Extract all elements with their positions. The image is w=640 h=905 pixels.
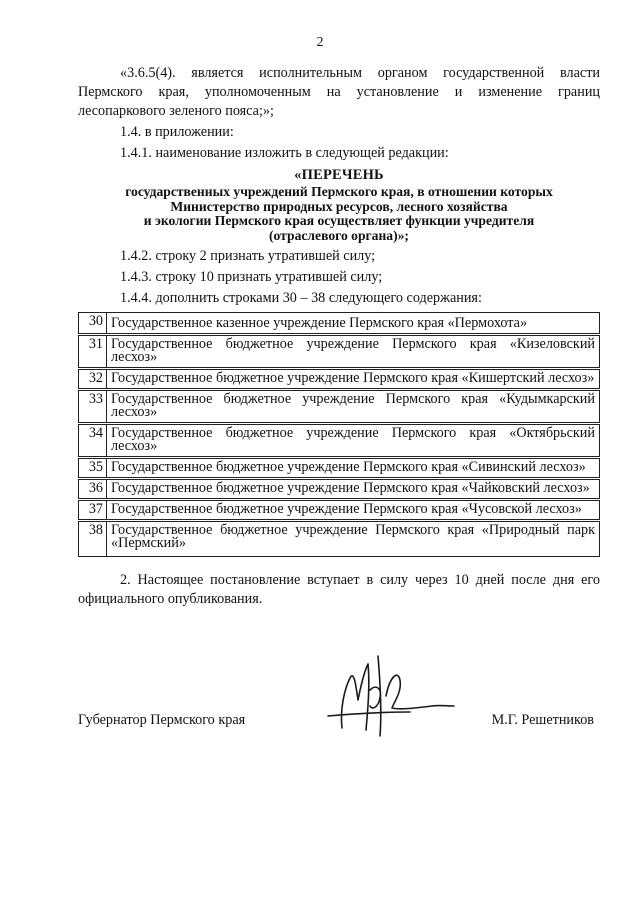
item-1-4-2: 1.4.2. строку 2 признать утратившей силу; bbox=[120, 248, 376, 264]
title-line-3: и экологии Пермского края осуществляет функции учредителя bbox=[143, 213, 535, 228]
signatory-name: М.Г. Решетников bbox=[491, 712, 594, 728]
item-1-4-4: 1.4.4. дополнить строками 30 – 38 следующего содержания: bbox=[120, 290, 482, 306]
title-line-2: Министерство природных ресурсов, лесного хозяйства bbox=[170, 198, 508, 214]
row-number: 37 bbox=[79, 500, 107, 521]
row-number: 35 bbox=[79, 458, 107, 479]
row-name: Государственное бюджетное учреждение Пермского края «Кишертский лесхоз» bbox=[107, 369, 600, 390]
row-name: Государственное бюджетное учреждение Пермского края «Сивинский лесхоз» bbox=[107, 458, 600, 479]
item-1-4: 1.4. в приложении: bbox=[120, 124, 234, 140]
row-number: 36 bbox=[79, 479, 107, 500]
table-row bbox=[79, 458, 600, 479]
row-number: 32 bbox=[79, 369, 107, 390]
row-name: Государственное бюджетное учреждение Пермского края «Кизеловский лесхоз» bbox=[107, 335, 600, 369]
row-name: Государственное казенное учреждение Пермского края «Пермохота» bbox=[107, 313, 600, 335]
table-row bbox=[79, 500, 600, 521]
table-row bbox=[79, 424, 600, 458]
row-number: 30 bbox=[79, 313, 107, 335]
intro-paragraph: «3.6.5(4). является исполнительным органом государственной власти Пермского края, уполномоченным на установление и изменение границ лесопаркового зеленого пояса;»; bbox=[78, 65, 600, 119]
table-row bbox=[79, 479, 600, 500]
item-1-4-3: 1.4.3. строку 10 признать утратившей силу; bbox=[120, 269, 383, 285]
row-name: Государственное бюджетное учреждение Пермского края «Кудымкарский лесхоз» bbox=[107, 390, 600, 424]
list-title bbox=[78, 165, 600, 243]
title-line-1: государственных учреждений Пермского края, в отношении которых bbox=[125, 184, 553, 199]
table-row bbox=[79, 335, 600, 369]
table-row bbox=[79, 521, 600, 557]
signature-block bbox=[78, 711, 600, 731]
document-body bbox=[78, 64, 600, 609]
row-name: Государственное бюджетное учреждение Пермского края «Природный парк «Пермский» bbox=[107, 521, 600, 557]
institutions-table bbox=[78, 312, 600, 557]
item-1-4-1: 1.4.1. наименование изложить в следующей редакции: bbox=[120, 145, 449, 161]
row-name: Государственное бюджетное учреждение Пермского края «Чусовской лесхоз» bbox=[107, 500, 600, 521]
closing-paragraph: 2. Настоящее постановление вступает в силу через 10 дней после дня его официального опубликования. bbox=[78, 572, 600, 607]
table-row bbox=[79, 390, 600, 424]
row-name: Государственное бюджетное учреждение Пермского края «Чайковский лесхоз» bbox=[107, 479, 600, 500]
table-row bbox=[79, 369, 600, 390]
row-number: 38 bbox=[79, 521, 107, 557]
row-name: Государственное бюджетное учреждение Пермского края «Октябрьский лесхоз» bbox=[107, 424, 600, 458]
row-number: 33 bbox=[79, 390, 107, 424]
row-number: 34 bbox=[79, 424, 107, 458]
row-number: 31 bbox=[79, 335, 107, 369]
title-perechen: «ПЕРЕЧЕНЬ bbox=[294, 167, 384, 183]
title-line-4: (отраслевого органа)»; bbox=[269, 227, 409, 243]
page-number: 2 bbox=[316, 35, 324, 50]
table-row bbox=[79, 313, 600, 335]
signatory-position: Губернатор Пермского края bbox=[78, 712, 246, 728]
